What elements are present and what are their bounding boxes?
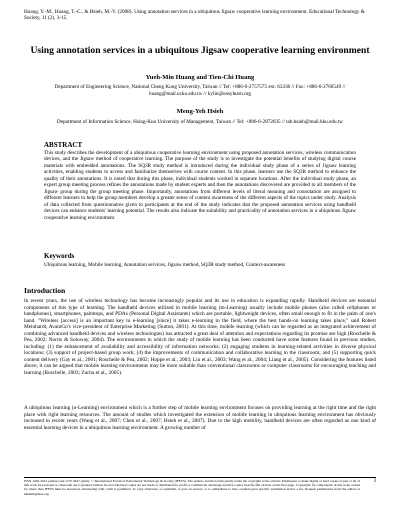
paper-title: Using annotation services in a ubiquitous Jigsaw cooperative learning environment <box>30 45 370 56</box>
keywords-body: Ubiquitous learning, Mobile learning, Annotation services, Jigsaw method, SQ3R study method, Context-awareness <box>44 262 286 268</box>
footer-rule <box>24 477 376 478</box>
keywords-heading: Keywords <box>44 252 75 260</box>
abstract-body: This study describes the development of a ubiquitous cooperative learning environment using proposed annotation services, wireless communication devices, and the Jigsaw method of cooperative learning. The purpose of the study is to investigate the potential benefits of studying digital course materials with embedded annotations. The SQ3R study method is introduced during the individual study phase of a series of Jigsaw learning activities, enabling students to access and familiarize themselves with course content. In this phase, learners use the SQ3R method to enhance the quality of their annotations. It is noted that during this phase, individual students worked in separate locations. After the individual study phase, an expert group meeting process refines the annotations made by student experts and then the annotations discovered are provided to all members of the Jigsaw group during the group meeting phase. Importantly, annotations from different levels of literal meaning and connotation are assigned to different learners to help the group members develop a greater sense of content awareness of the different aspects of the topics under study. Analysis of data collected from questionnaires given to participants at the end of the study indicates that the proposed annotation services using handheld devices can enhance students' learning potential. The results also indicate the suitability and practicality of annotation services in a ubiquitous Jigsaw cooperative learning environment. <box>44 150 356 221</box>
affiliation-2: Department of Information Science, Hsing-Kuo University of Management, Taiwan // Tel: +886-6-2872035 // tab.hsieh@mail.hku.edu.tw <box>56 119 344 125</box>
introduction-paragraph-1: In recent years, the use of wireless technology has become increasingly popular and its use in education is expanding rapidly. Handheld devices are essential components of this type of learning. The handheld devices utilized in mobile learning (m-Learning) usually include mobile phones (also called cellphones or handphones), smartphones, palmtops, and PDAs (Personal Digital Assistants) which are portable, lightweight devices, often small enough to fit in the palm of one's hand. "Wireless [access] is an important key to e-learning [since] it takes e-learning to the field, where the best hands-on learning takes place," said Robert Meinhardt, AvantGo's vice-president of Enterprise Marketing (Sutton, 2001). At this time, mobile learning (which can be regarded as an integrated achievement of combining advanced handheld devices and wireless technologies) has attracted a great deal of attention and expectations regarding its promise are high (Roschelle & Pea, 2002; Norris & Soloway, 2004). The environments in which the study of mobile learning has been conducted have some features found in previous studies, including: (1) the enhancement of availability and accessibility of information networks; (2) engaging students in learning-related activities in diverse physical locations; (3) support of project-based group work; (4) the improvements of communication and collaborative learning in the classroom; and (5) supporting quick content delivery (Gay et al., 2001; Roschelle & Pea, 2002; Hoppe et al., 2003; Liu et al., 2003; Wang et al., 2004; Liang et al., 2005). Considering the features listed above, it can be argued that mobile learning environments may be more suitable than conventional classrooms or computer classrooms for encouraging teaching and learning (Roschelle, 2003; Zurita et al., 2005). <box>24 298 376 377</box>
introduction-paragraph-2: A ubiquitous learning (u-Learning) environment which is a further step of mobile learning environment focuses on providing learning at the right time and the right place with right learning resources. The amount of studies which investigated the extension of mobile learning in ubiquitous learning environment has obviously increased in recent years (Wang et al., 2007; Chen et al., 2007; Hsieh et al., 2007). Due to the high mobility, handheld devices are often regarded as one kind of essential learning devices in a ubiquitous learning environment. A growing number of <box>24 405 376 431</box>
citation-header: Huang, Y.-M., Huang, T.-C., & Hsieh, M.-Y. (2008). Using annotation services in a ubiquitous Jigsaw cooperative learning environment. Educational Technology & Society, 11 (2), 3-15. <box>24 9 365 22</box>
page-number: 3 <box>373 479 376 484</box>
affiliation-1: Department of Engineering Science, National Cheng Kung University, Taiwan // Tel: +886-6-2757575 ext. 63336 // Fax: +886-6-2766549 // huang@mail.ncku.edu.tw // kylin@easylearn.org <box>54 84 346 97</box>
author-names-1: Yueh-Min Huang and Tien-Chi Huang <box>145 74 255 81</box>
author-names-2: Meng-Yeh Hsieh <box>176 108 224 115</box>
introduction-heading: Introduction <box>24 286 66 295</box>
abstract-heading: ABSTRACT <box>44 141 83 149</box>
copyright-footer: ISSN 1436-4522 (online) and 1176-3647 (print). © International Forum of Educational Technology & Society (IFETS). The authors and the forum jointly retain the copyright of the articles. Permission to make digital or hard copies of part or all of this work for personal or classroom use is granted without fee provided that copies are not made or distributed for profit or commercial advantage and that copies bear the full citation on the first page. Copyrights for components of this work owned by others than IFETS must be honoured. Abstracting with credit is permitted. To copy otherwise, to republish, to post on servers, or to redistribute to lists, requires prior specific permission and/or a fee. Request permissions from the editors at kinshuk@ieee.org. <box>24 479 360 496</box>
